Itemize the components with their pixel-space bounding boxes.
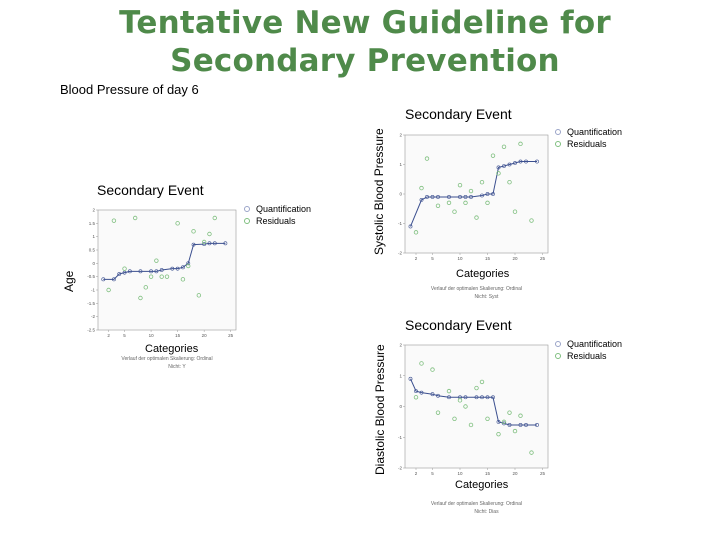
x-tick-label: 15 [484, 256, 491, 261]
legend-quant-label: Quantification [256, 204, 312, 214]
legend-quant-marker [243, 205, 252, 214]
x-tick-label: 2 [107, 333, 110, 338]
y-tick-label: 2 [399, 132, 402, 138]
chart3-plot [390, 335, 555, 515]
y-tick-label: -2 [397, 465, 402, 471]
legend-quant-marker [554, 128, 563, 137]
legend-resid-marker [554, 352, 563, 361]
x-tick-label: 10 [148, 333, 154, 338]
chart3-xlabel: Categories [455, 479, 509, 491]
y-tick-label: 1.5 [88, 220, 95, 226]
y-tick-label: -1 [90, 287, 95, 293]
x-tick-label: 10 [457, 471, 463, 476]
x-tick-label: 5 [123, 333, 126, 338]
y-tick-label: -1.5 [87, 300, 95, 306]
plot-frame [405, 135, 548, 253]
x-tick-label: 20 [512, 471, 518, 476]
plot-frame [405, 345, 548, 468]
chart1-ylabel: Age [62, 270, 76, 292]
chart1-legend [243, 203, 311, 227]
y-tick-label: -2 [90, 314, 95, 320]
plot-frame [98, 210, 236, 330]
chart2-xlabel: Categories [456, 268, 510, 280]
chart1-title: Secondary Event [97, 182, 204, 198]
x-tick-label: 5 [431, 471, 434, 476]
x-tick-label: 15 [484, 471, 491, 476]
legend-resid-label: Residuals [567, 351, 607, 361]
legend-resid-marker [554, 140, 563, 149]
chart-footnote: Verlauf der optimalen Skalierung: Ordinal [430, 501, 523, 507]
x-tick-label: 25 [539, 471, 546, 476]
x-tick-label: 25 [539, 256, 546, 261]
x-tick-label: 20 [512, 256, 518, 261]
x-tick-label: 2 [414, 471, 418, 476]
chart3-legend [554, 338, 622, 362]
slide-subtitle: Blood Pressure of day 6 [60, 82, 199, 97]
y-tick-label: 0 [92, 260, 95, 266]
legend-quant-marker [554, 340, 563, 349]
chart1-plot [80, 200, 242, 380]
x-tick-label: 25 [228, 333, 234, 338]
y-tick-label: 1 [92, 234, 95, 240]
legend-resid-marker [243, 217, 252, 226]
y-tick-label: 1 [399, 162, 402, 167]
legend-resid-label: Residuals [567, 139, 607, 149]
chart-footnote: Verlauf der optimalen Skalierung: Ordinal [430, 286, 523, 292]
chart1-xlabel: Categories [145, 343, 199, 355]
chart3-title: Secondary Event [405, 317, 512, 333]
y-tick-label: -1 [397, 434, 402, 440]
y-tick-label: -0.5 [87, 274, 95, 280]
x-tick-label: 15 [175, 333, 181, 338]
y-tick-label: -2 [397, 250, 402, 256]
y-tick-label: 2 [92, 207, 95, 213]
chart2-title: Secondary Event [405, 106, 512, 122]
x-tick-label: 10 [457, 256, 463, 261]
y-tick-label: 0 [399, 191, 402, 197]
y-tick-label: -2.5 [87, 327, 95, 333]
x-tick-label: 2 [414, 256, 418, 261]
y-tick-label: -1 [397, 221, 402, 226]
y-tick-label: 1 [399, 373, 402, 379]
chart-footnote-variable: Nicht: Y [168, 364, 186, 370]
chart3-ylabel: Diastolic Blood Pressure [373, 344, 387, 475]
slide-title: Tentative New Guideline for Secondary Prevention [119, 5, 611, 79]
x-tick-label: 5 [431, 256, 434, 261]
chart-footnote-variable: Nicht: Dias [474, 509, 499, 515]
y-tick-label: 0.5 [88, 247, 95, 253]
legend-quant-label: Quantification [567, 127, 623, 137]
legend-quant-label: Quantification [567, 339, 623, 349]
y-tick-label: 2 [399, 342, 402, 348]
y-tick-label: 0 [399, 404, 402, 409]
chart2-legend [554, 126, 622, 150]
x-tick-label: 20 [201, 333, 207, 338]
chart-footnote: Verlauf der optimalen Skalierung: Ordinal [121, 356, 213, 362]
chart-footnote-variable: Nicht: Syst [474, 294, 499, 300]
chart2-ylabel: Systolic Blood Pressure [372, 128, 386, 255]
legend-resid-label: Residuals [256, 216, 296, 226]
chart2-plot [390, 125, 555, 303]
